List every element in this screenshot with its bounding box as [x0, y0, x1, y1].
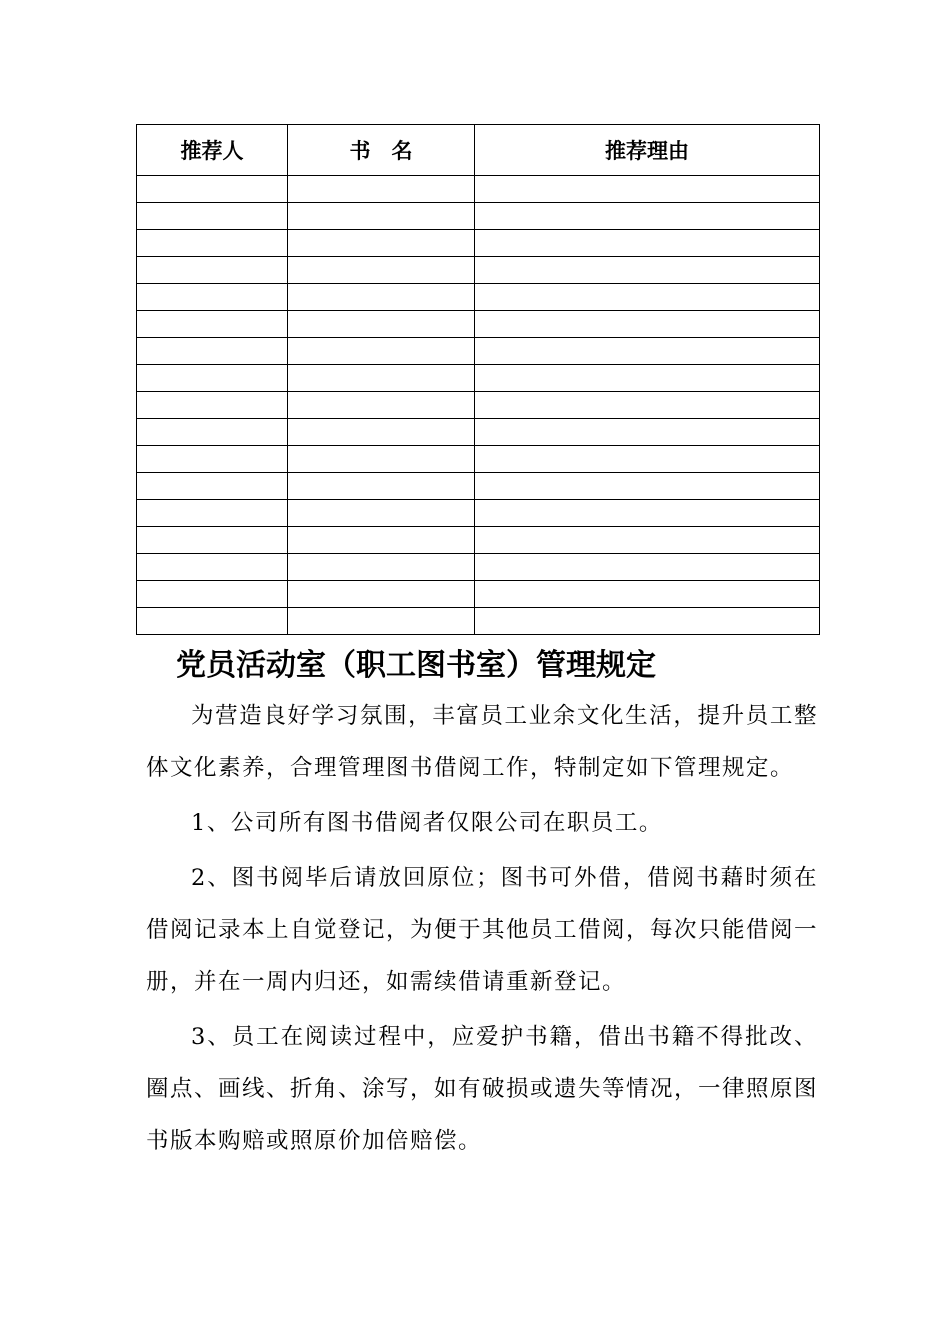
table-row	[137, 311, 820, 338]
reason-cell	[475, 230, 820, 257]
document-title: 党员活动室（职工图书室）管理规定	[176, 648, 656, 683]
reason-cell	[475, 473, 820, 500]
table-body	[137, 176, 820, 635]
table-row	[137, 581, 820, 608]
book-title-cell	[288, 311, 475, 338]
recommender-cell	[137, 284, 288, 311]
rule-1-paragraph: 1、公司所有图书借阅者仅限公司在职员工。	[191, 810, 663, 836]
table-row	[137, 473, 820, 500]
table-row	[137, 527, 820, 554]
recommender-cell	[137, 446, 288, 473]
table-row	[137, 419, 820, 446]
rule-3-paragraph: 3、员工在阅读过程中，应爱护书籍，借出书籍不得批改、圈点、画线、折角、涂写，如有破损或遗失等情况，一律照原图书版本购赔或照原价加倍赔偿。	[146, 1024, 819, 1154]
header-reason: 推荐理由	[475, 125, 820, 176]
book-title-cell	[288, 608, 475, 635]
table-row	[137, 608, 820, 635]
reason-cell	[475, 203, 820, 230]
reason-cell	[475, 500, 820, 527]
table-row	[137, 554, 820, 581]
reason-cell	[475, 257, 820, 284]
recommender-cell	[137, 419, 288, 446]
header-recommender: 推荐人	[137, 125, 288, 176]
recommender-cell	[137, 392, 288, 419]
recommender-cell	[137, 500, 288, 527]
reason-cell	[475, 284, 820, 311]
recommender-cell	[137, 230, 288, 257]
recommender-cell	[137, 203, 288, 230]
table-row	[137, 257, 820, 284]
reason-cell	[475, 608, 820, 635]
book-title-cell	[288, 230, 475, 257]
table-row	[137, 203, 820, 230]
reason-cell	[475, 338, 820, 365]
reason-cell	[475, 527, 820, 554]
recommender-cell	[137, 338, 288, 365]
reason-cell	[475, 581, 820, 608]
recommender-cell	[137, 311, 288, 338]
book-title-cell	[288, 473, 475, 500]
book-title-cell	[288, 392, 475, 419]
table-header-row	[137, 125, 820, 176]
table-row	[137, 446, 820, 473]
book-title-cell	[288, 419, 475, 446]
table-row	[137, 176, 820, 203]
book-title-cell	[288, 284, 475, 311]
rule-2-paragraph: 2、图书阅毕后请放回原位；图书可外借，借阅书藉时须在借阅记录本上自觉登记，为便于其他员工借阅，每次只能借阅一册，并在一周内归还，如需续借请重新登记。	[146, 865, 819, 995]
header-book-title: 书 名	[288, 125, 475, 176]
recommender-cell	[137, 257, 288, 284]
book-title-cell	[288, 365, 475, 392]
book-title-cell	[288, 338, 475, 365]
recommender-cell	[137, 608, 288, 635]
document-body	[146, 690, 818, 1170]
table-row	[137, 392, 820, 419]
table-row	[137, 230, 820, 257]
table-row	[137, 365, 820, 392]
reason-cell	[475, 176, 820, 203]
reason-cell	[475, 446, 820, 473]
reason-cell	[475, 554, 820, 581]
table-row	[137, 338, 820, 365]
recommender-cell	[137, 176, 288, 203]
reason-cell	[475, 365, 820, 392]
book-recommendation-table	[136, 124, 820, 635]
recommender-cell	[137, 581, 288, 608]
book-title-cell	[288, 500, 475, 527]
reason-cell	[475, 419, 820, 446]
book-title-cell	[288, 581, 475, 608]
book-title-cell	[288, 257, 475, 284]
intro-paragraph: 为营造良好学习氛围，丰富员工业余文化生活，提升员工整体文化素养，合理管理图书借阅工作，特制定如下管理规定。	[146, 703, 818, 781]
book-title-cell	[288, 176, 475, 203]
book-title-cell	[288, 527, 475, 554]
recommender-cell	[137, 365, 288, 392]
table-row	[137, 284, 820, 311]
book-title-cell	[288, 554, 475, 581]
book-title-cell	[288, 203, 475, 230]
recommender-cell	[137, 554, 288, 581]
reason-cell	[475, 311, 820, 338]
book-title-cell	[288, 446, 475, 473]
reason-cell	[475, 392, 820, 419]
table-row	[137, 500, 820, 527]
recommender-cell	[137, 473, 288, 500]
recommender-cell	[137, 527, 288, 554]
